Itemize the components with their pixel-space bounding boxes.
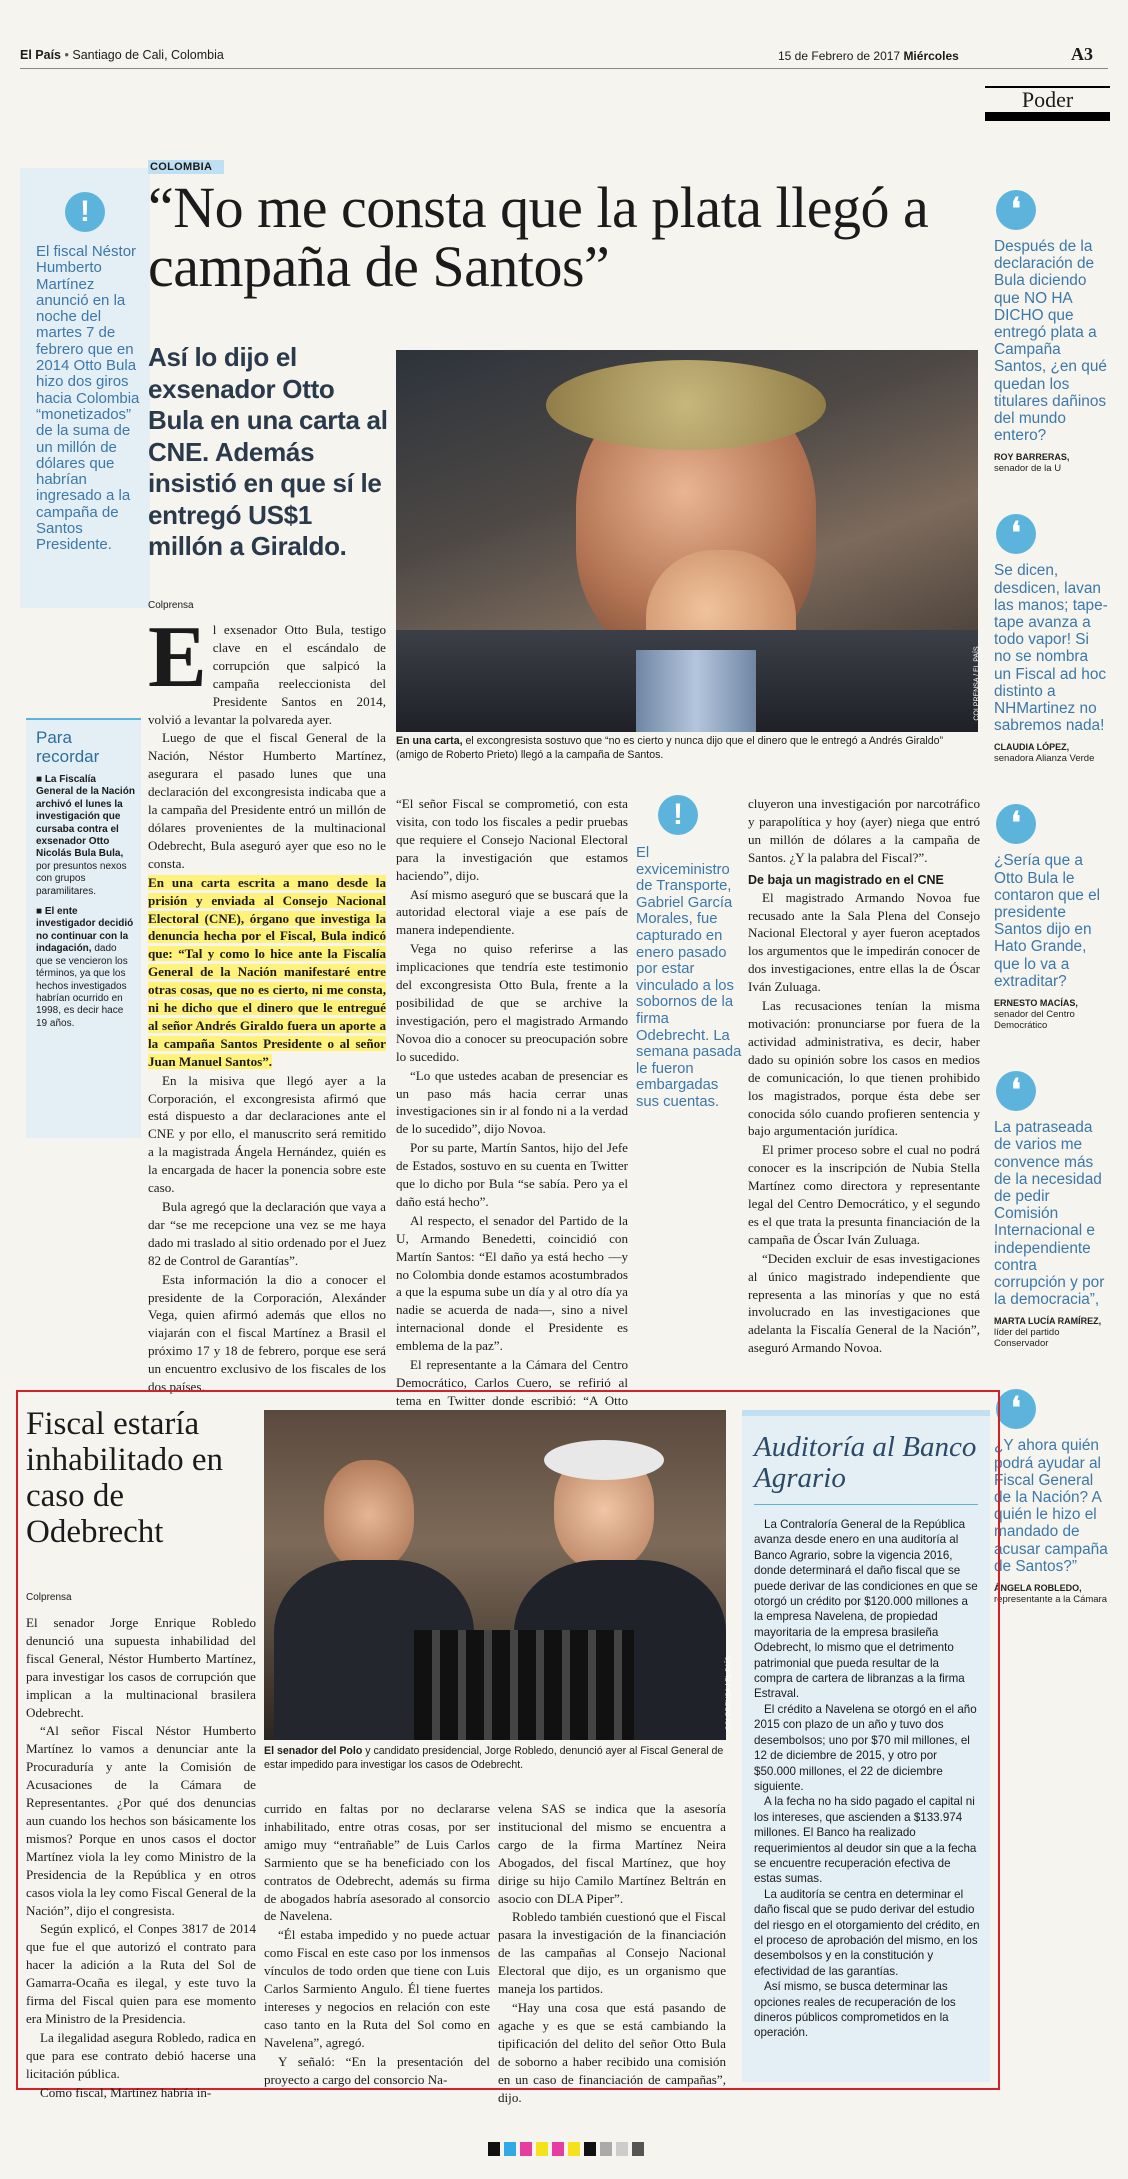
exclamation-icon: ! <box>658 795 698 835</box>
lower-col-3 <box>498 1800 726 2107</box>
quote-author: MARTA LUCÍA RAMÍREZ, <box>994 1316 1102 1327</box>
paragraph: Bula agregó que la declaración que vaya a dar “se me recepcione una vez se me haya dado mi traslado al sitio ordenado por el Juez 82 de Control de Garantías”. <box>148 1199 386 1268</box>
paragraph: El senador Jorge Enrique Robledo denunció una supuesta inhabilidad del fiscal General, Néstor Humberto Martínez, para investigar los casos de corrupción que implican a la multinacional brasilera Odebrecht. <box>26 1615 256 1720</box>
quote <box>994 514 1108 764</box>
paragraph: Por su parte, Martín Santos, hijo del Jefe de Estados, sostuvo en su cuenta en Twitter que lo dicho por Bula “se sabía. Pero ya el daño está hecho”. <box>396 1140 628 1209</box>
quote-role: senador del Centro Democrático <box>994 1009 1075 1032</box>
drop-cap: E <box>148 609 207 706</box>
quote-icon: ❛ <box>996 804 1036 844</box>
recordar-item: ■ El ente investigador decidió no continuar con la indagación, dado que se vencieron los términos, ya que los hechos investigados habrían ocurrido en 1998, es decir hace 19 años. <box>36 906 134 1029</box>
paragraph: Según explicó, el Conpes 3817 de 2014 que fue el que autorizó el contrato para hacer la adición a la Ruta del Sol de Gamarra-Ocaña es ilegal, y este tuvo la firma del Fiscal quien para ese momento era Ministro de la Presidencia. <box>26 1921 256 2026</box>
deck: Así lo dijo el exsenador Otto Bula en una carta al CNE. Además insistió en que sí le entregó US$1 millón a Giraldo. <box>148 342 388 561</box>
recordar-item: ■ La Fiscalía General de la Nación archivó el lunes la investigación que cursaba contra el exsenador Otto Nicolás Bula Bula, por presuntos nexos con grupos paramilitares. <box>36 774 135 897</box>
para-recordar-box <box>26 718 141 1138</box>
highlighted-quote: En una carta escrita a mano desde la prisión y enviada al Consejo Nacional Electoral (CNE), órgano que investiga la denuncia hecha por el Fiscal, Bula indicó que: “Tal y como lo hice ante la Fiscalía General de la Nación manifestaré entre otras cosas, que no es cierto, ni me consta, ni he dicho que el dinero que le entregué al señor Andrés Giraldo fuera un aporte a la campaña Santos Presidente o al señor Juan Manuel Santos”. <box>148 874 386 1069</box>
paragraph: El primer proceso sobre el cual no podrá conocer es la inscripción de Nubia Stella Martínez como directora y representante legal del Centro Democrático, y el segundo es el que trata la presunta financiación de la campaña de Óscar Iván Zuluaga. <box>748 1142 980 1247</box>
paragraph: La ilegalidad asegura Robledo, radica en que para ese contrato debió hacerse una licitación pública. <box>26 2029 256 2081</box>
paragraph: Así mismo aseguró que se buscará que la autoridad electoral viaje a ese país de manera independiente. <box>396 886 628 938</box>
page-number: A3 <box>1071 44 1093 64</box>
quote-text: La patraseada de varios me convence más de la necesidad de pedir Comisión Internacional e independiente contra corrupción y por la democracia”, <box>994 1119 1105 1309</box>
lower-col-2 <box>264 1800 490 2090</box>
paragraph: Como fiscal, Martínez habría in- <box>40 2084 212 2100</box>
subhead: De baja un magistrado en el CNE <box>748 872 944 887</box>
quote <box>994 1071 1108 1349</box>
paragraph: “Lo que ustedes acaban de presenciar es un paso más hacia cerrar unas investigaciones sin ir al fondo ni a la verdad de lo sucedido”, dijo Novoa. <box>396 1067 628 1137</box>
paragraph: “El señor Fiscal se comprometió, con esta visita, con todo los fiscales a pedir pruebas que requiere el Consejo Nacional Electoral para la investigación que estamos haciendo”, dijo. <box>396 796 628 883</box>
paragraph: currido en faltas por no declararse inhabilitado, entre otras cosas, por ser amigo muy “entrañable” de Luis Carlos Sarmiento que se ha beneficiado con los contratos de Odebrecht, además su firma de abogados habría asesorado al consorcio de Navelena. <box>264 1801 490 1924</box>
paragraph: El representante a la Cámara del Centro Democrático, Carlos Cuero, se refirió al tema en Twitter donde escribió: “A Otto <box>396 1357 628 1408</box>
quote-icon: ❛ <box>996 190 1036 230</box>
main-photo <box>396 350 981 732</box>
quote-text: Se dicen, desdicen, lavan las manos; tape-tape avanza a todo vapor! Si no se nombra un Fiscal ad hoc distinto a NHMartinez no sabremos nada! <box>994 562 1108 735</box>
fact-box-left <box>20 168 150 608</box>
quote-author: ROY BARRERAS, <box>994 452 1070 463</box>
kicker: COLOMBIA <box>148 160 224 174</box>
paragraph: Luego de que el fiscal General de la Nación, Néstor Humberto Martínez, asegurara el pasado lunes que una declaración del excongresista indicaba que a la campaña del Presidente entró un millón de dólares provenientes de la multinacional Odebrecht, Bula aseguró ayer que eso no le consta. <box>148 730 386 871</box>
sidebar-title: Auditoría al Banco Agrario <box>754 1431 977 1494</box>
main-headline: “No me consta que la plata llegó a campaña de Santos” <box>148 175 929 299</box>
lower-col-1 <box>26 1614 256 2102</box>
masthead: El País • Santiago de Cali, Colombia <box>20 48 224 62</box>
paragraph: En la misiva que llegó ayer a la Corporación, el excongresista afirmó que está dispuesto a dar declaraciones ante el CNE y por ello, el manuscrito será remitido a la magistrada Ángela Hernández, quién es la encargada de hacer la ponencia sobre este caso. <box>148 1072 386 1196</box>
sidebar-paragraph: Así mismo, se busca determinar las opciones reales de recuperación de los dineros públicos comprometidos en la operación. <box>754 1980 956 2040</box>
quote-role: líder del partido Conservador <box>994 1327 1060 1350</box>
main-col-2 <box>396 795 628 1429</box>
color-registration-strip <box>488 2142 644 2156</box>
quote-text: Después de la declaración de Bula diciendo que NO HA DICHO que entregó plata a Campaña Santos, ¿en qué quedan los titulares dañinos del mundo entero? <box>994 238 1107 445</box>
paragraph: El magistrado Armando Novoa fue recusado ante la Sala Plena del Consejo Nacional Electoral y ayer fueron aceptados los argumentos que le impedirán conocer de dos investigaciones, entre ellas la de Óscar Iván Zuluaga. <box>748 889 980 995</box>
issue-date: 15 de Febrero de 2017 Miércoles <box>778 49 959 63</box>
paragraph: Vega no quiso referirse a las implicaciones que tendría este testimonio del excongresista Otto Bula, frente a la posibilidad de que se archive la investigación, pero el magistrado Armando Novoa dio a conocer su preocupación sobre lo sucedido. <box>396 941 628 1064</box>
byline: Colprensa <box>148 600 194 611</box>
quote-author: ÁNGELA ROBLEDO, <box>994 1582 1082 1593</box>
paragraph: “Deciden excluir de esas investigaciones al único magistrado independiente que representa a las minorías y que no está involucrado en las investigaciones que adelanta la Fiscalía General de la Nación”, aseguró Armando Novoa. <box>748 1250 980 1356</box>
photo-caption: En una carta, el excongresista sostuvo que “no es cierto y nunca dijo que el dinero que le entregó a Andrés Giraldo” (amigo de Roberto Prieto) llegó a la campaña de Santos. <box>396 735 944 761</box>
quote-icon: ❛ <box>996 1071 1036 1111</box>
sidebar-paragraph: A la fecha no ha sido pagado el capital ni los intereses, que ascienden a $133.974 millones. El Banco ha realizado requerimientos al deudor sin que a la fecha se encuentre recuperación efectiva de estas sumas. <box>754 1795 977 1886</box>
quote-role: representante a la Cámara <box>994 1593 1108 1605</box>
exclamation-icon: ! <box>65 192 105 232</box>
sidebar-paragraph: La Contraloría General de la República avanza desde enero en una auditoría al Banco Agrario, sobre la vigencia 2016, donde determinará el daño fiscal que se puede derivar de las condiciones en que se otorgó un crédito por $120.000 millones a la empresa Navelena, de propiedad mayoritaria de la empresa brasileña Odebrecht, lo mismo que el detrimento patrimonial que pueda resultar de la compra de cartera de libranzas a la firma Estraval. <box>754 1518 978 1701</box>
main-col-3 <box>748 795 980 1358</box>
paragraph: Las recusaciones tenían la misma motivación: pronunciarse por fuera de la actividad administrativa, es decir, haber dado su opinión sobre los casos en medios de comunicación, lo que tienen prohibido los magistrados, porque ésta debe ser conocida sólo cuando profieren sentencia y bajo argumentación jurídica. <box>748 998 980 1139</box>
lower-photo <box>264 1410 733 1740</box>
quote-role: senador de la U <box>994 463 1062 475</box>
lower-headline: Fiscal estaría inhabilitado en caso de Odebrecht <box>26 1406 224 1550</box>
fact-box-mid <box>636 795 742 1165</box>
paragraph: Robledo también cuestionó que el Fiscal pasara la investigación de la financiación de las campañas al Consejo Nacional Electoral que dijo, es un organismo que maneja los partidos. <box>498 1909 726 1997</box>
quotes-column <box>994 190 1108 1605</box>
paragraph: cluyeron una investigación por narcotráfico y parapolítica y hoy (ayer) niega que entró un millón de dólares a la campaña de Santos. ¿Y la palabra del Fiscal?”. <box>748 796 980 865</box>
paragraph: “Hay una cosa que está pasando de agache y es que se está cambiando la tipificación del delito del señor Otto Bula de soborno a haber recibido una comisión en un caso de financiación de campañas”, dijo. <box>498 1999 726 2105</box>
sidebar-paragraph: El crédito a Navelena se otorgó en el año 2015 con plazo de un año y tuvo dos desembolsos; uno por $70 mil millones, el 12 de diciembre de 2015, y otro por $50.000 millones, el 22 de diciembre siguiente. <box>754 1702 977 1793</box>
quote-author: CLAUDIA LÓPEZ, <box>994 742 1070 753</box>
quote-icon: ❛ <box>996 514 1036 554</box>
para-recordar-title: Para recordar <box>36 728 100 766</box>
quote-icon: ❛ <box>996 1389 1036 1429</box>
quote <box>994 804 1108 1031</box>
photo-caption: El senador del Polo y candidato presidencial, Jorge Robledo, denunció ayer al Fiscal General de estar impedido para investigar los casos de Odebrecht. <box>264 1745 724 1771</box>
paragraph: “Él estaba impedido y no puede actuar como Fiscal en este caso por los inmensos vínculos de todo orden que tiene con Luis Carlos Sarmiento Angulo. Él tiene fuertes intereses y negocios en relación con este caso tanto en la Ruta del Sol como en Navelena”, agregó. <box>264 1927 490 2050</box>
paragraph: “Al señor Fiscal Néstor Humberto Martínez lo vamos a denunciar ante la Procuraduría y ante la Comisión de Acusaciones de la Cámara de Representantes. ¿Por qué dos denuncias aun cuando los hechos son básicamente los mismos? Porque en unos casos el doctor Martínez viola la ley como Ministro de la Presidencia de la República y en otros casos viola la ley como Fiscal General de la Nación”, dijo el congresista. <box>26 1723 256 1918</box>
sidebar-paragraph: La auditoría se centra en determinar el daño fiscal que se pudo derivar del estudio del riesgo en el otorgamiento del crédito, en el proceso de aprobación del mismo, en los desembolsos y en la constitución y efectividad de las garantías. <box>754 1887 980 1978</box>
auditoria-sidebar <box>742 1410 990 2082</box>
quote-author: ERNESTO MACÍAS, <box>994 998 1078 1009</box>
quote <box>994 1389 1108 1605</box>
photo-credit: COLPRENSA / EL PAÍS <box>973 646 981 721</box>
main-col-1 <box>148 600 386 1397</box>
lead-paragraph: l exsenador Otto Bula, testigo clave en el escándalo de corrupción que salpicó la campaña reeleccionista del Presidente Santos en 2014, volvió a levantar la polvareda ayer. <box>148 622 386 727</box>
section-label: Poder <box>985 86 1110 121</box>
paragraph: velena SAS se indica que la asesoría institucional del mismo se encuentra a cargo de la firma Martínez Neira Abogados, del fiscal Martínez, que hoy dirige su hijo Camilo Martínez Beltrán en asocio con DLA Piper”. <box>498 1801 726 1906</box>
byline: Colprensa <box>26 1592 72 1603</box>
quote-role: senadora Alianza Verde <box>994 753 1095 765</box>
quote-text: ¿Sería que a Otto Bula le contaron que el presidente Santos dijo en Hato Grande, que lo va a extraditar? <box>994 852 1101 990</box>
paragraph: Esta información la dio a conocer el presidente de la Corporación, Alexánder Vega, quien afirmó además que ellos no viajarán con el fiscal Martínez a Brasil el próximo 17 y 18 de febrero, porque ese será un encuentro exclusivo de los fiscales de los dos países. <box>148 1271 386 1395</box>
paragraph: Al respecto, el senador del Partido de la U, Armando Benedetti, coincidió con Martín Santos: “El daño ya está hecho —y no Colombia donde estamos acostumbrados a que la espuma sube un día y al otro día ya nadie se acuerda de nada—, sino a nivel internacional donde el Presidente es emblema de la paz”. <box>396 1212 628 1354</box>
quote <box>994 190 1108 474</box>
photo-credit: COLPRENSA / EL PAÍS <box>725 1656 733 1731</box>
paragraph: Y señaló: “En la presentación del proyecto a cargo del consorcio Na- <box>264 2053 490 2087</box>
fact-text: El fiscal Néstor Humberto Martínez anunció en la noche del martes 7 de febrero que en 2014 Otto Bula hizo dos giros hacia Colombia “monetizados” de la suma de un millón de dólares que habrían ingresado a la campaña de Santos Presidente. <box>36 243 140 554</box>
fact-text: El exviceministro de Transporte, Gabriel García Morales, fue capturado en enero pasado por estar vinculado a los sobornos de la firma Odebrecht. La semana pasada le fueron embargadas sus cuentas. <box>636 845 742 1110</box>
quote-text: ¿Y ahora quién podrá ayudar al Fiscal General de la Nación? A quién le hizo el mandado de acusar campaña de Santos?” <box>994 1437 1108 1575</box>
